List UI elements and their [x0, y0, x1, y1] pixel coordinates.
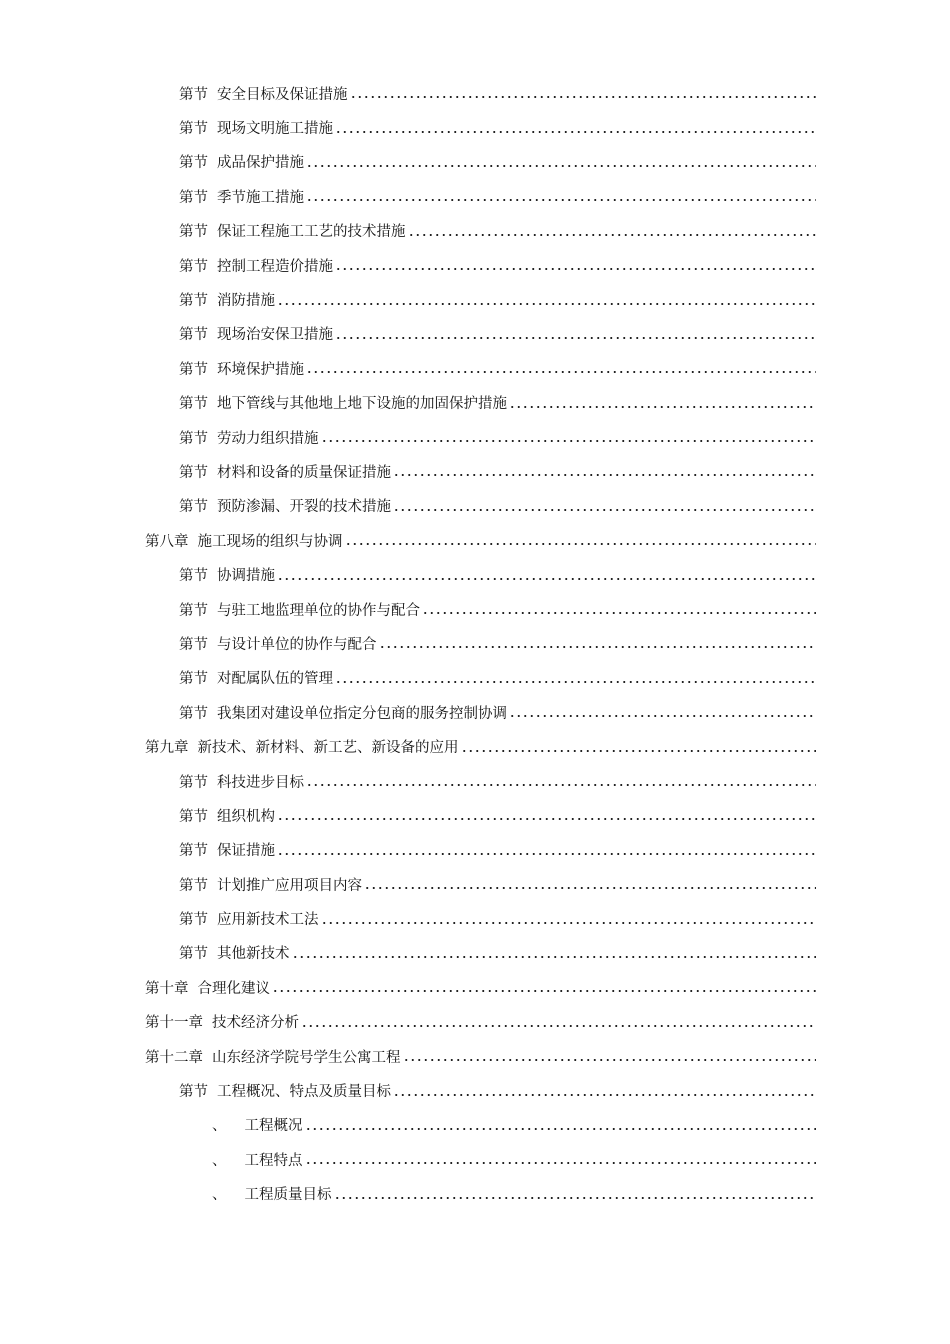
- toc-entry-number: 第节: [179, 396, 208, 413]
- toc-dot-leader: [408, 228, 817, 242]
- toc-entry-number: 第八章: [145, 533, 189, 550]
- toc-subsection-entry[interactable]: [0, 1108, 950, 1142]
- toc-entry-title: 我集团对建设单位指定分包商的服务控制协调: [217, 705, 507, 722]
- toc-entry-number: 第节: [179, 86, 208, 103]
- toc-section-entry[interactable]: [0, 489, 950, 523]
- toc-dot-leader: [335, 125, 816, 139]
- toc-entry-number: 第节: [179, 464, 208, 481]
- toc-section-entry[interactable]: [0, 833, 950, 867]
- toc-entry-title: 与驻工地监理单位的协作与配合: [217, 602, 420, 619]
- toc-section-entry[interactable]: [0, 282, 950, 316]
- toc-dot-leader: [364, 881, 816, 895]
- toc-entry-number: 第节: [179, 602, 208, 619]
- toc-entry-title: 山东经济学院号学生公寓工程: [212, 1049, 401, 1066]
- toc-section-entry[interactable]: [0, 798, 950, 832]
- toc-entry-number: 第节: [179, 189, 208, 206]
- toc-entry-number: 第节: [179, 258, 208, 275]
- toc-dot-leader: [321, 916, 817, 930]
- toc-entry-number: 第节: [179, 843, 208, 860]
- toc-entry-title: 合理化建议: [197, 980, 270, 997]
- toc-dot-leader: [306, 778, 816, 792]
- toc-dot-leader: [422, 606, 816, 620]
- toc-entry-number: 第节: [179, 808, 208, 825]
- toc-section-entry[interactable]: [0, 76, 950, 110]
- toc-entry-title: 科技进步目标: [217, 774, 304, 791]
- toc-section-entry[interactable]: [0, 557, 950, 591]
- toc-entry-number: 、: [212, 1187, 227, 1204]
- toc-entry-number: 第节: [179, 293, 208, 310]
- toc-dot-leader: [509, 400, 816, 414]
- toc-entry-title: 组织机构: [217, 808, 275, 825]
- toc-entry-title: 控制工程造价措施: [217, 258, 333, 275]
- toc-entry-number: 第节: [179, 877, 208, 894]
- toc-section-entry[interactable]: [0, 420, 950, 454]
- toc-entry-number: 第节: [179, 705, 208, 722]
- toc-entry-number: 第节: [179, 671, 208, 688]
- toc-entry-number: 第节: [179, 946, 208, 963]
- toc-section-entry[interactable]: [0, 695, 950, 729]
- toc-entry-title: 工程概况、特点及质量目标: [217, 1084, 391, 1101]
- toc-entry-title: 工程质量目标: [244, 1187, 332, 1204]
- toc-entry-title: 对配属队伍的管理: [217, 671, 333, 688]
- toc-section-entry[interactable]: [0, 351, 950, 385]
- toc-entry-number: 第节: [179, 224, 208, 241]
- toc-dot-leader: [345, 537, 817, 551]
- toc-entry-title: 工程概况: [244, 1118, 303, 1135]
- toc-section-entry[interactable]: [0, 901, 950, 935]
- toc-entry-title: 安全目标及保证措施: [217, 86, 348, 103]
- toc-dot-leader: [461, 744, 817, 758]
- toc-section-entry[interactable]: [0, 214, 950, 248]
- toc-dot-leader: [272, 984, 816, 998]
- toc-entry-title: 应用新技术工法: [217, 912, 319, 929]
- toc-entry-number: 第九章: [145, 740, 189, 757]
- toc-dot-leader: [277, 572, 816, 586]
- toc-entry-title: 计划推广应用项目内容: [217, 877, 362, 894]
- toc-entry-number: 、: [212, 1152, 227, 1169]
- toc-chapter-entry[interactable]: [0, 729, 950, 763]
- toc-dot-leader: [403, 1053, 817, 1067]
- toc-dot-leader: [277, 297, 816, 311]
- toc-section-entry[interactable]: [0, 179, 950, 213]
- toc-section-entry[interactable]: [0, 626, 950, 660]
- toc-entry-title: 保证工程施工工艺的技术措施: [217, 224, 406, 241]
- toc-entry-title: 保证措施: [217, 843, 275, 860]
- toc-entry-title: 材料和设备的质量保证措施: [217, 464, 391, 481]
- toc-section-entry[interactable]: [0, 936, 950, 970]
- toc-dot-leader: [292, 950, 817, 964]
- toc-entry-title: 新技术、新材料、新工艺、新设备的应用: [197, 740, 459, 757]
- toc-dot-leader: [393, 503, 816, 517]
- toc-section-entry[interactable]: [0, 661, 950, 695]
- toc-section-entry[interactable]: [0, 317, 950, 351]
- toc-chapter-entry[interactable]: [0, 970, 950, 1004]
- toc-entry-number: 第节: [179, 568, 208, 585]
- toc-dot-leader: [305, 1122, 817, 1136]
- toc-entry-number: 第节: [179, 774, 208, 791]
- toc-chapter-entry[interactable]: [0, 1005, 950, 1039]
- toc-subsection-entry[interactable]: [0, 1142, 950, 1176]
- toc-entry-number: 第节: [179, 1084, 208, 1101]
- toc-entry-number: 第十一章: [145, 1015, 203, 1032]
- toc-dot-leader: [306, 159, 816, 173]
- toc-section-entry[interactable]: [0, 248, 950, 282]
- toc-entry-title: 其他新技术: [217, 946, 290, 963]
- toc-dot-leader: [334, 1191, 817, 1205]
- toc-subsection-entry[interactable]: [0, 1177, 950, 1211]
- toc-dot-leader: [305, 1156, 817, 1170]
- toc-entry-title: 环境保护措施: [217, 361, 304, 378]
- toc-entry-number: 第节: [179, 361, 208, 378]
- toc-entry-title: 与设计单位的协作与配合: [217, 636, 377, 653]
- toc-section-entry[interactable]: [0, 867, 950, 901]
- toc-dot-leader: [306, 193, 816, 207]
- toc-entry-title: 劳动力组织措施: [217, 430, 319, 447]
- toc-entry-title: 预防渗漏、开裂的技术措施: [217, 499, 391, 516]
- toc-dot-leader: [335, 331, 816, 345]
- toc-section-entry[interactable]: [0, 386, 950, 420]
- toc-entry-number: 第节: [179, 636, 208, 653]
- toc-entry-title: 技术经济分析: [212, 1015, 299, 1032]
- toc-dot-leader: [301, 1019, 816, 1033]
- toc-entry-title: 季节施工措施: [217, 189, 304, 206]
- toc-dot-leader: [393, 1088, 816, 1102]
- toc-entry-title: 成品保护措施: [217, 155, 304, 172]
- toc-entry-title: 现场治安保卫措施: [217, 327, 333, 344]
- toc-section-entry[interactable]: [0, 1073, 950, 1107]
- toc-dot-leader: [350, 90, 817, 104]
- toc-entry-title: 协调措施: [217, 568, 275, 585]
- toc-section-entry[interactable]: [0, 145, 950, 179]
- toc-section-entry[interactable]: [0, 110, 950, 144]
- toc-dot-leader: [393, 468, 816, 482]
- toc-entry-number: 第十章: [145, 980, 189, 997]
- toc-dot-leader: [321, 434, 817, 448]
- toc-chapter-entry[interactable]: [0, 1039, 950, 1073]
- toc-entry-number: 第节: [179, 155, 208, 172]
- toc-entry-number: 第节: [179, 430, 208, 447]
- toc-entry-number: 、: [212, 1118, 227, 1135]
- toc-dot-leader: [335, 262, 816, 276]
- toc-entry-title: 现场文明施工措施: [217, 121, 333, 138]
- toc-entry-title: 施工现场的组织与协调: [197, 533, 343, 550]
- toc-dot-leader: [379, 640, 817, 654]
- toc-dot-leader: [277, 847, 816, 861]
- toc-chapter-entry[interactable]: [0, 523, 950, 557]
- toc-dot-leader: [277, 812, 816, 826]
- toc-entry-number: 第节: [179, 499, 208, 516]
- toc-entry-number: 第节: [179, 912, 208, 929]
- toc-section-entry[interactable]: [0, 592, 950, 626]
- toc-dot-leader: [509, 709, 816, 723]
- toc-entry-number: 第十二章: [145, 1049, 203, 1066]
- toc-entry-title: 地下管线与其他地上地下设施的加固保护措施: [217, 396, 507, 413]
- toc-entry-number: 第节: [179, 121, 208, 138]
- toc-section-entry[interactable]: [0, 454, 950, 488]
- table-of-contents: [0, 76, 950, 1211]
- toc-dot-leader: [335, 675, 816, 689]
- toc-section-entry[interactable]: [0, 764, 950, 798]
- toc-dot-leader: [306, 365, 816, 379]
- toc-entry-title: 消防措施: [217, 293, 275, 310]
- toc-entry-title: 工程特点: [244, 1152, 303, 1169]
- toc-entry-number: 第节: [179, 327, 208, 344]
